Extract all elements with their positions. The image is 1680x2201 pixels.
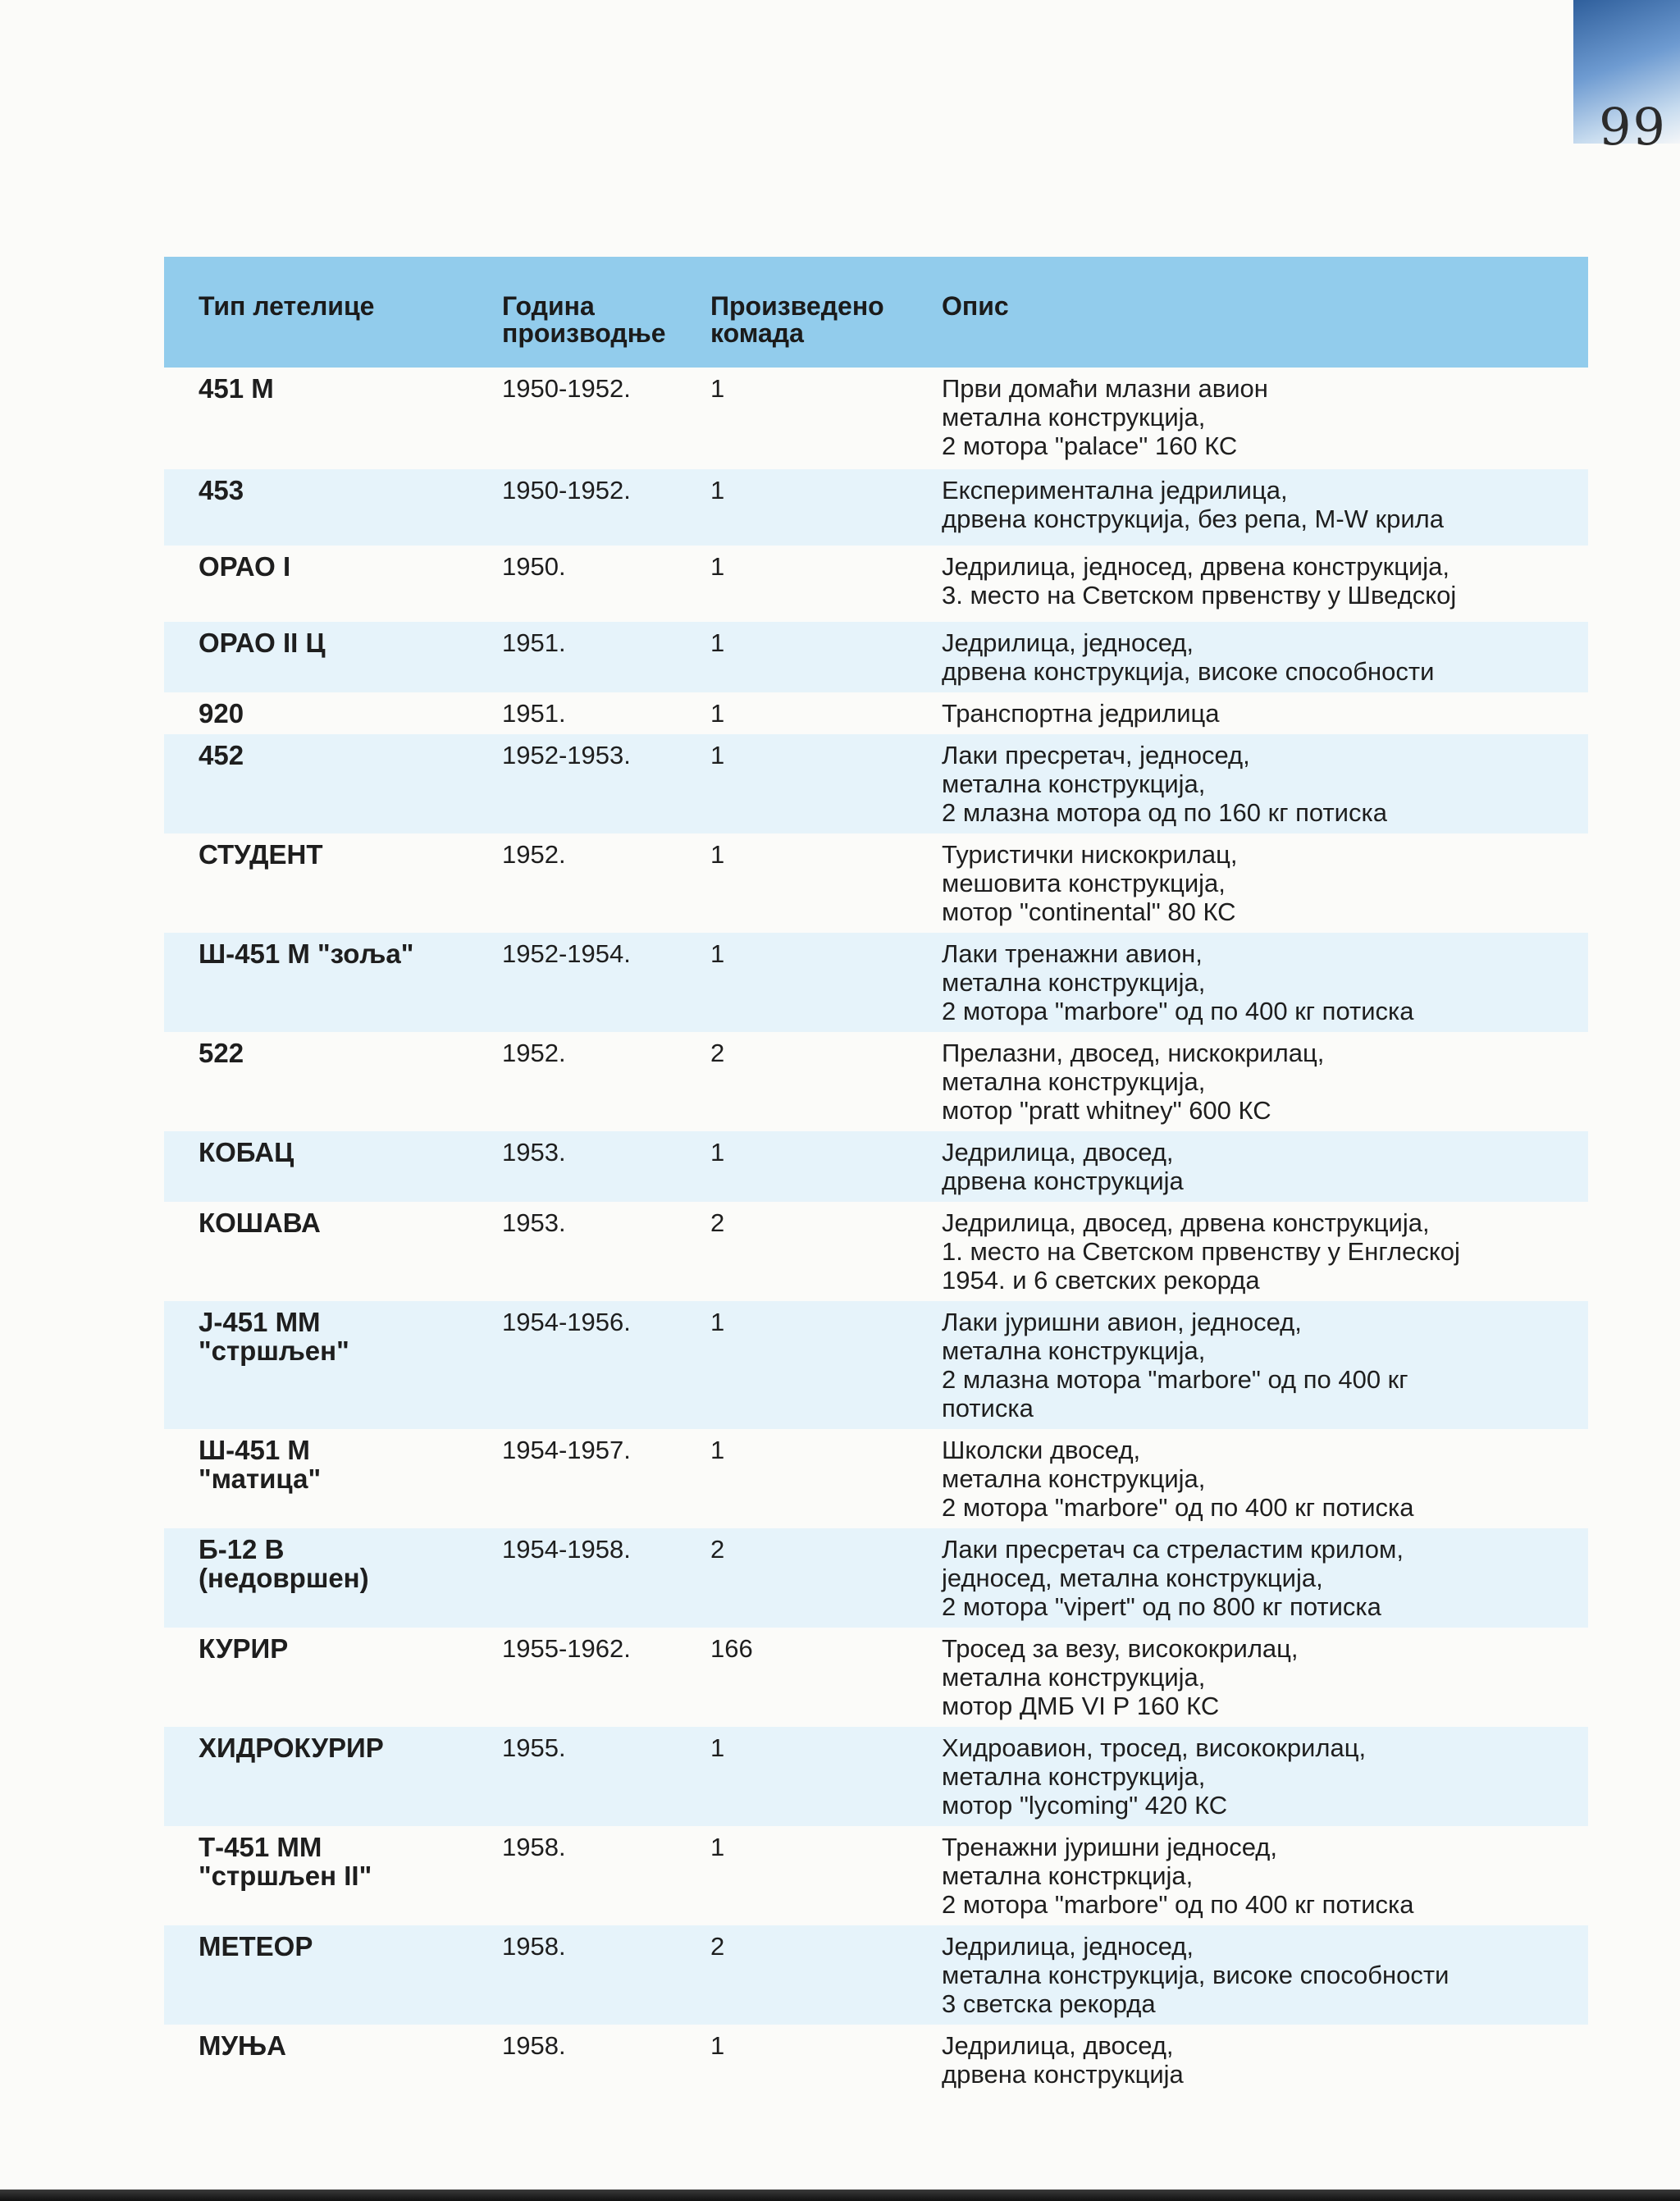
cell-description: Једрилица, једносед, метална конструкција, високе способности 3 светска рекорда [942,1925,1588,2025]
table-row [164,1528,1588,1628]
cell-description: Лаки јуришни авион, једносед, метална конструкција, 2 млазна мотора "marbore" од по 400 кг потиска [942,1301,1588,1429]
header-year [502,257,710,368]
cell-production-years: 1953. [502,1131,710,1202]
cell-description: Лаки пресретач са стреластим крилом, једносед, метална конструкција, 2 мотора "vipert" од по 800 кг потиска [942,1528,1588,1628]
cell-units-produced: 1 [710,1833,725,1861]
cell-units-produced: 1 [710,840,725,869]
cell-production-years: 1950-1952. [502,374,631,403]
header-count [710,257,942,368]
cell-units-produced: 1 [710,1301,942,1429]
page-number: 99 [1599,97,1667,157]
cell-units-produced: 1 [710,469,942,546]
cell-units-produced: 1 [710,2031,725,2060]
cell-description: Једрилица, двосед, дрвена конструкција [942,1131,1588,1202]
cell-aircraft-type: 522 [199,1038,244,1068]
cell-aircraft-type: КУРИР [199,1633,289,1664]
cell-description: Туристички нискокрилац, мешовита конструкција, мотор "continental" 80 КС [942,840,1238,926]
cell-production-years: 1953. [502,1208,566,1237]
table-row [164,469,1588,546]
cell-units-produced: 1 [710,1436,725,1464]
cell-description: Једрилица, двосед, дрвена конструкција, 1. место на Светском првенству у Енглеској 1954. и 6 светских рекорда [942,1208,1460,1295]
cell-description: Лаки тренажни авион, метална конструкција, 2 мотора "marbore" од по 400 кг потиска [942,933,1588,1032]
header-count-label: Произведено комада [710,291,884,348]
header-desc [942,257,1588,368]
cell-units-produced: 1 [710,1131,942,1202]
header-type [164,257,502,368]
cell-description: Хидроавион, тросед, висококрилац, метална конструкција, мотор "lycoming" 420 КС [942,1727,1588,1826]
cell-aircraft-type: 452 [164,734,502,833]
aircraft-table [164,257,1588,2107]
cell-units-produced: 1 [710,374,725,403]
table-row [164,1826,1588,1925]
table-row [164,1131,1588,1202]
cell-aircraft-type: 920 [199,698,244,728]
table-body [164,368,1588,2107]
cell-aircraft-type: МУЊА [199,2030,286,2061]
header-type-label: Тип летелице [199,291,375,321]
cell-production-years: 1950-1952. [502,469,710,546]
cell-aircraft-type: КОБАЦ [164,1131,502,1202]
cell-aircraft-type: СТУДЕНТ [199,839,323,870]
cell-production-years: 1950. [502,552,566,581]
cell-aircraft-type: Ш-451 М "матица" [199,1435,322,1494]
cell-production-years: 1955. [502,1727,710,1826]
table-row [164,1727,1588,1826]
cell-aircraft-type: Ш-451 М "зоља" [164,933,502,1032]
cell-units-produced: 1 [710,1727,942,1826]
cell-production-years: 1958. [502,1833,566,1861]
cell-units-produced: 2 [710,1208,725,1237]
cell-aircraft-type: 451 М [199,373,274,404]
table-row [164,933,1588,1032]
table-row [164,1301,1588,1429]
cell-units-produced: 2 [710,1039,725,1067]
cell-description: Једрилица, једносед, дрвена конструкција, високе способности [942,622,1588,692]
table-row [164,1032,1588,1131]
cell-aircraft-type: Ј-451 ММ "стршљен" [164,1301,502,1429]
cell-units-produced: 1 [710,699,725,728]
table-row [164,622,1588,692]
cell-production-years: 1955-1962. [502,1634,631,1663]
table-row [164,1628,1588,1727]
table-row [164,1202,1588,1301]
cell-units-produced: 1 [710,734,942,833]
cell-description: Лаки пресретач, једносед, метална конструкција, 2 млазна мотора од по 160 кг потиска [942,734,1588,833]
cell-description: Први домаћи млазни авион метална конструкција, 2 мотора "palace" 160 КС [942,374,1268,460]
table-row [164,546,1588,622]
cell-production-years: 1952. [502,1039,566,1067]
table-row [164,1925,1588,2025]
cell-description: Школски двосед, метална конструкција, 2 мотора "marbore" од по 400 кг потиска [942,1436,1414,1522]
cell-description: Тренажни јуришни једносед, метална констркција, 2 мотора "marbore" од по 400 кг потиска [942,1833,1414,1919]
cell-description: Прелазни, двосед, нискокрилац, метална конструкција, мотор "pratt whitney" 600 КС [942,1039,1325,1125]
cell-production-years: 1954-1958. [502,1528,710,1628]
cell-production-years: 1958. [502,1925,710,2025]
cell-production-years: 1951. [502,622,710,692]
page-bottom-edge [0,2190,1680,2201]
cell-description: Једрилица, једносед, дрвена конструкција, 3. место на Светском првенству у Шведској [942,552,1457,610]
table-row [164,368,1588,469]
cell-production-years: 1952-1953. [502,734,710,833]
cell-aircraft-type: КОШАВА [199,1208,321,1238]
cell-production-years: 1954-1957. [502,1436,631,1464]
cell-production-years: 1958. [502,2031,566,2060]
table-header-row [164,257,1588,368]
cell-aircraft-type: ХИДРОКУРИР [164,1727,502,1826]
cell-description: Експериментална једрилица, дрвена конструкција, без репа, М-W крила [942,469,1588,546]
table-row [164,1429,1588,1528]
cell-description: Тросед за везу, висококрилац, метална конструкција, мотор ДМБ VI Р 160 КС [942,1634,1299,1720]
table-row [164,2025,1588,2107]
cell-production-years: 1952-1954. [502,933,710,1032]
header-desc-label: Опис [942,291,1009,321]
cell-units-produced: 1 [710,622,942,692]
cell-units-produced: 166 [710,1634,753,1663]
cell-description: Једрилица, двосед, дрвена конструкција [942,2031,1184,2089]
cell-aircraft-type: ОРАО II Ц [164,622,502,692]
cell-production-years: 1954-1956. [502,1301,710,1429]
cell-units-produced: 1 [710,552,725,581]
header-year-label: Година производње [502,291,666,348]
cell-units-produced: 1 [710,933,942,1032]
table-row [164,734,1588,833]
cell-aircraft-type: Б-12 В (недовршен) [164,1528,502,1628]
cell-aircraft-type: Т-451 ММ "стршљен II" [199,1832,372,1891]
cell-production-years: 1951. [502,699,566,728]
cell-aircraft-type: МЕТЕОР [164,1925,502,2025]
cell-production-years: 1952. [502,840,566,869]
cell-units-produced: 2 [710,1925,942,2025]
cell-description: Транспортна једрилица [942,699,1220,728]
table-row [164,833,1588,933]
cell-aircraft-type: 453 [164,469,502,546]
cell-aircraft-type: ОРАО I [199,551,291,582]
table-row [164,692,1588,734]
cell-units-produced: 2 [710,1528,942,1628]
